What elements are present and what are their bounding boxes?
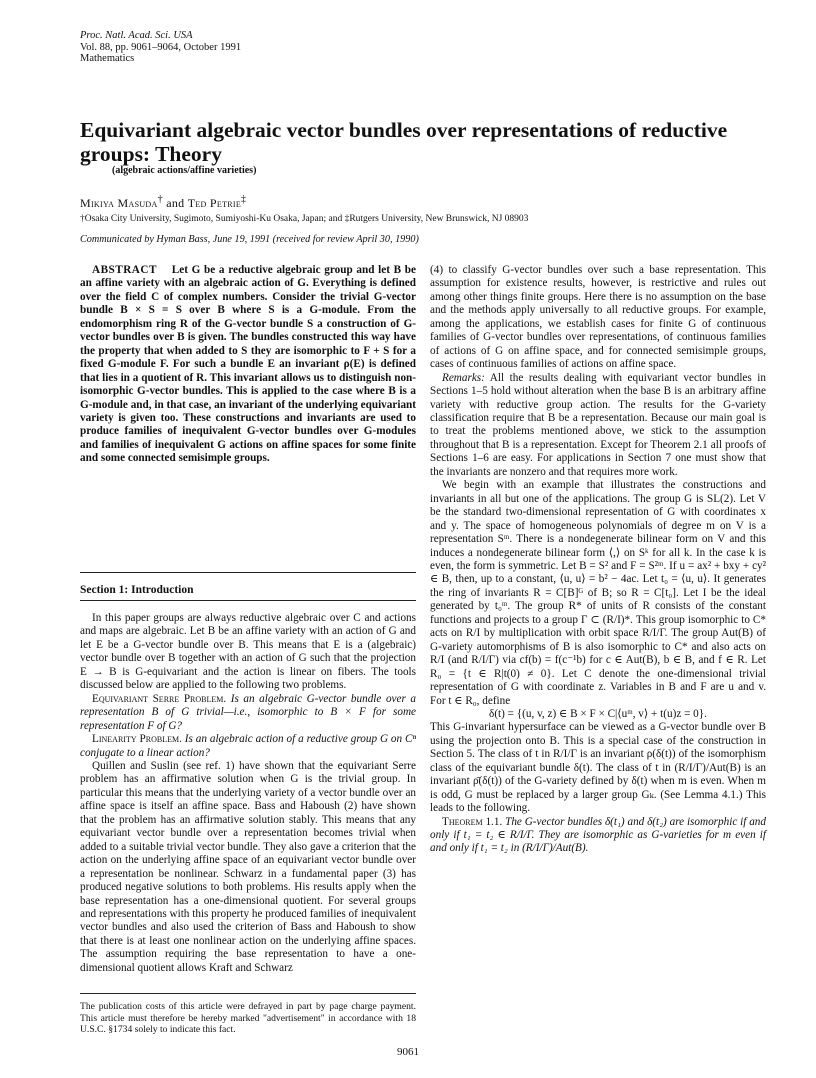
paper-title: Equivariant algebraic vector bundles over representations of reductive groups: Theory [80,118,728,166]
author-1-mark: † [157,194,163,205]
journal-name: Proc. Natl. Acad. Sci. USA [80,30,193,41]
author-1: Mikiya Masuda [80,196,158,210]
remarks-label: Remarks: [442,371,485,384]
journal-header [80,30,241,65]
serre-problem-text: Is an algebraic G-vector bundle over a representation B of G trivial—i.e., isomorphic to B × F for some representation F of G? [80,692,416,732]
section-heading: Section 1: Introduction [80,584,194,596]
volume-line: Vol. 88, pp. 9061–9064, October 1991 [80,41,242,53]
right-paragraph-2 [430,372,766,480]
author-2: Ted Petrie [187,196,242,210]
linearity-problem-label: Linearity Problem. [92,733,182,746]
theorem-label: Theorem 1.1. [442,815,503,828]
abstract-divider [80,572,416,573]
right-paragraph-1: (4) to classify G-vector bundles over such a base representation. This assumption for existence results, however, is restrictive and rules out among other things finite groups. Here there is no assumption on the base and the methods apply universally to all reductive groups. For example, among the applications, we establish cases for finite G of continuous families of G-vector bundles over representations, of continuous families of actions of G on affine space, and for connected semisimple groups, cases of continuous families of actions on affine space. [430,264,766,371]
right-paragraph-4: This G-invariant hypersurface can be viewed as a G-vector bundle over B using the projection onto B. This is a special case of the construction in Section 5. The class of t in R/I/Γ is an invariant ρ(δ(t)) of the isomorphism class of the equivariant bundle δ(t). The class of t in (R/I/Γ)/Aut(B) is an invariant ρ̄(δ(t)) of the G-variety defined by δ(t) when m is even. When m is odd, G must be replaced by a larger group Gₖ. (See Lemma 4.1.) This leads to the following. [430,721,766,815]
right-paragraph-3: We begin with an example that illustrates the constructions and invariants in all but one of the applications. The group G is SL(2). Let V be the standard two-dimensional representation of G with coordinates x and y. The space of homogeneous polynomials of degree m on V is a representation Sᵐ. There is a nondegenerate bilinear form on V and this induces a nondegenerate bilinear form ⟨,⟩ on Sᵏ for all k. In the case k is even, the form is symmetric. Let B = S² and F = S²ᵐ. If u = ax² + bxy + cy² ∈ B, then, up to a constant, ⟨u, u⟩ = b² − 4ac. Let t₀ = ⟨u, u⟩. It generates the ring of invariants R = C[B]ᴳ of B; so R = C[t₀]. Let I be the ideal generated by t₀ᵐ. The group R* of units of R consists of the constant functions and projects to a group Γ ⊂ (R/I)*. This group isomorphic to C* acts on R/I by multiplication with orbit space R/I/Γ. The group Aut(B) of G-variety automorphisms of B is also isomorphic to C* and also acts on R/I (and R/I/Γ) via cf(b) = f(c⁻¹b) for c ∈ Aut(B), b ∈ B, and f ∈ R. Let R₀ = {t ∈ R|t(0) ≠ 0}. Let C denote the one-dimensional trivial representation of G with coordinate z. Variables in B and F are u and v. For t ∈ R₀, define [430,479,766,707]
abstract-label: ABSTRACT [92,264,157,276]
page-number: 9061 [397,1046,419,1058]
affiliations: †Osaka City University, Sugimoto, Sumiyoshi-Ku Osaka, Japan; and ‡Rutgers University, New Brunswick, NJ 08903 [80,214,529,224]
author-2-mark: ‡ [241,194,247,205]
publication-footnote: The publication costs of this article were defrayed in part by page charge payment. This article must therefore be hereby marked "advertisement" in accordance with 18 U.S.C. §1734 solely to indicate this fact. [80,1001,416,1035]
serre-problem-label: Equivariant Serre Problem. [92,692,227,705]
footnote-divider [80,993,416,994]
linearity-problem-text: Is an algebraic action of a reductive group G on Cⁿ conjugate to a linear action? [80,733,417,759]
communicated-by: Communicated by Hyman Bass, June 19, 1991 (received for review April 30, 1990) [80,234,419,245]
right-column-text [430,264,766,856]
intro-paragraph-1: In this paper groups are always reductive algebraic over C and actions and maps are algebraic. Let B be an affine variety with an action of G and let E be a G-vector bundle over B. This means that E is a (algebraic) vector bundle over B together with an action of G such that the projection E → B is G-equivariant and the action is linear on fibers. The tools discussed below are applied to the following two problems. [80,612,416,692]
keywords: (algebraic actions/affine varieties) [112,165,257,176]
remarks-text: All the results dealing with equivariant vector bundles in Sections 1–5 hold without alteration when the base B is an arbitrary affine variety with reductive group action. The results for the G-variety classification require that B be a representation. Because our main goal is to treat the problems mentioned above, we stick to the assumption throughout that B is a representation. Except for Theorem 2.1 all proofs of Sections 1–6 are easy. For applications in Section 7 one must show that the invariants are nonzero and that requires more work. [430,371,766,478]
section-divider [80,600,416,601]
abstract-text: Let G be a reductive algebraic group and let B be an affine variety with an algebraic action of G. Everything is defined over the field C of complex numbers. Consider the trivial G-vector bundle B × S = S over B where S is a G-module. From the endomorphism ring R of the G-vector bundle S a construction of G-vector bundles over B is given. The bundles constructed this way have the property that when added to S they are isomorphic to F + S for a fixed G-module F. For such a bundle E an invariant ρ(E) is defined that lies in a quotient of R. This invariant allows us to distinguish non-isomorphic G-vector bundles. This is applied to the case where B is a G-module and, in that case, an invariant of the underlying equivariant variety is given too. These constructions and invariants are used to produce families of inequivalent G-vector bundles over G-modules and families of inequivalent G actions on affine spaces for some finite and some connected semisimple groups. [80,264,416,465]
introduction-text [80,612,416,975]
author-and: and [162,196,188,210]
theorem-paragraph [430,816,766,856]
intro-paragraph-3 [80,733,416,760]
subject-section: Mathematics [80,53,135,64]
author-line [80,194,246,211]
delta-equation: δ(t) = {(u, v, z) ∈ B × F × C|⟨uᵐ, v⟩ + t(u)z = 0}. [489,707,707,720]
intro-paragraph-4: Quillen and Suslin (see ref. 1) have shown that the equivariant Serre problem has an affirmative solution when G is the trivial group. In particular this means that the underlying variety of a vector bundle over an affine space is itself an affine space. Bass and Haboush (2) have shown that the problem has an affirmative solution stably. This means that any equivariant vector bundle over a representation becomes trivial when added to a suitable trivial vector bundle. They also gave a criterion that the action on the underlying affine space of an equivariant vector bundle over a representation be nonlinear. Schwarz in a fundamental paper (3) has produced negative solutions to both problems. His results apply when the base representation has a one-dimensional quotient. For several groups and representations with this property he produced families of inequivalent vector bundles and also used the criterion of Bass and Haboush to show that there is at least one nonlinear action on the underlying affine spaces. The assumption requiring the base representation to have a one-dimensional quotient allows Kraft and Schwarz [80,759,416,974]
abstract [80,264,416,466]
theorem-text: The G-vector bundles δ(t₁) and δ(t₂) are isomorphic if and only if t₁ = t₂ ∈ R/I/Γ. They are isomorphic as G-varieties for m even if and only if t₁ = t₂ in (R/I/Γ)/Aut(B). [430,815,766,855]
intro-paragraph-2 [80,693,416,733]
